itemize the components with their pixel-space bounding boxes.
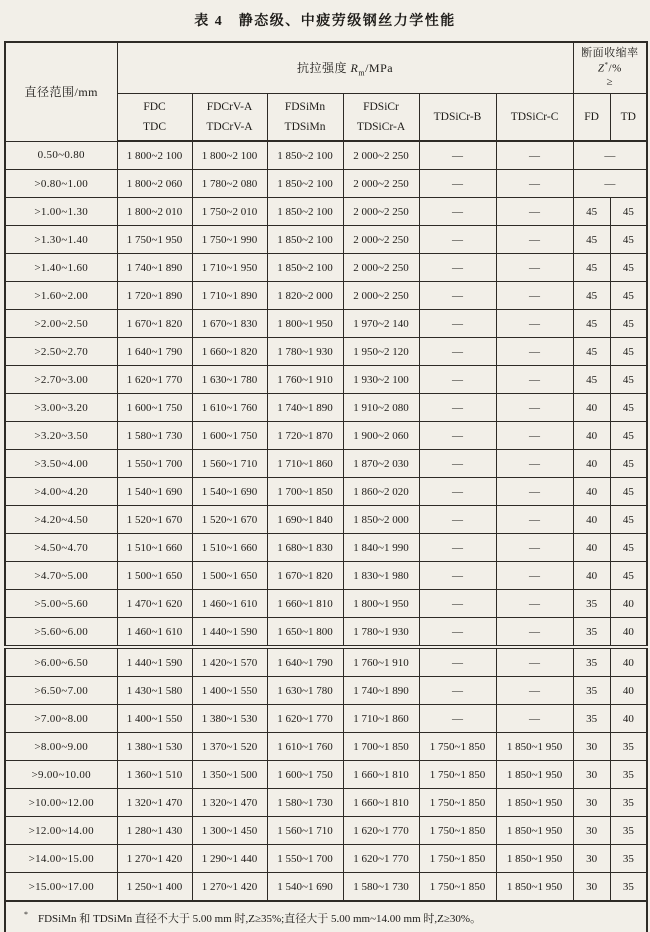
tensile-value-cell: — — [419, 647, 496, 677]
table-row — [5, 141, 647, 170]
tensile-value-cell: 1 650~1 800 — [267, 618, 343, 648]
table-row — [5, 873, 647, 902]
tensile-value-cell: 1 760~1 910 — [267, 366, 343, 394]
subheader-fdcrv-tdcrv: FDCrV-A TDCrV-A — [192, 94, 267, 142]
tensile-value-cell: 1 350~1 500 — [192, 761, 267, 789]
diameter-range-cell: >5.00~5.60 — [5, 590, 117, 618]
tensile-value-cell: 1 800~1 950 — [343, 590, 419, 618]
tensile-value-cell: — — [496, 534, 573, 562]
reduction-td-cell: 45 — [610, 478, 647, 506]
diameter-range-cell: >0.80~1.00 — [5, 170, 117, 198]
table-footnote — [5, 901, 647, 932]
tensile-value-cell: — — [496, 366, 573, 394]
diameter-range-cell: >4.70~5.00 — [5, 562, 117, 590]
reduction-td-cell: 45 — [610, 282, 647, 310]
subheader-fd: FD — [573, 94, 610, 142]
table-row — [5, 590, 647, 618]
tensile-value-cell: — — [419, 226, 496, 254]
tensile-value-cell: 1 630~1 780 — [192, 366, 267, 394]
tensile-value-cell: — — [496, 590, 573, 618]
tensile-value-cell: 1 750~1 850 — [419, 789, 496, 817]
tensile-value-cell: 1 850~1 950 — [496, 845, 573, 873]
tensile-value-cell: 1 710~1 950 — [192, 254, 267, 282]
reduction-td-cell: 45 — [610, 422, 647, 450]
diameter-range-cell: >6.00~6.50 — [5, 647, 117, 677]
reduction-unit: /% — [608, 62, 622, 75]
tensile-value-cell: — — [419, 677, 496, 705]
tensile-value-cell: — — [496, 618, 573, 648]
reduction-fd-cell: 30 — [573, 789, 610, 817]
tensile-value-cell: 1 520~1 670 — [192, 506, 267, 534]
tensile-value-cell: 1 750~1 850 — [419, 845, 496, 873]
reduction-gte-sign: ≥ — [606, 76, 614, 89]
reduction-fd-cell: 30 — [573, 733, 610, 761]
tensile-value-cell: — — [496, 422, 573, 450]
subheader-td: TD — [610, 94, 647, 142]
tensile-value-cell: 1 800~2 100 — [117, 141, 192, 170]
tensile-value-cell: 1 550~1 700 — [117, 450, 192, 478]
tensile-value-cell: 1 800~2 100 — [192, 141, 267, 170]
tensile-value-cell: 1 520~1 670 — [117, 506, 192, 534]
tensile-value-cell: 1 440~1 590 — [192, 618, 267, 648]
tensile-value-cell: — — [419, 282, 496, 310]
diameter-range-cell: >12.00~14.00 — [5, 817, 117, 845]
tensile-value-cell: 1 750~1 990 — [192, 226, 267, 254]
tensile-value-cell: 1 690~1 840 — [267, 506, 343, 534]
tensile-value-cell: 2 000~2 250 — [343, 226, 419, 254]
tensile-value-cell: 1 400~1 550 — [117, 705, 192, 733]
reduction-fd-cell: 30 — [573, 817, 610, 845]
tensile-value-cell: 1 780~2 080 — [192, 170, 267, 198]
footnote-text: FDSiMn 和 TDSiMn 直径不大于 5.00 mm 时,Z≥35%;直径大于 5.00 mm~14.00 mm 时,Z≥30%。 — [38, 912, 482, 925]
tensile-value-cell: 1 610~1 760 — [267, 733, 343, 761]
tensile-value-cell: 1 660~1 820 — [192, 338, 267, 366]
reduction-td-cell: 40 — [610, 590, 647, 618]
reduction-td-cell: 35 — [610, 817, 647, 845]
reduction-td-cell: 45 — [610, 254, 647, 282]
tensile-value-cell: 1 540~1 690 — [192, 478, 267, 506]
table-row — [5, 506, 647, 534]
tensile-value-cell: 1 840~1 990 — [343, 534, 419, 562]
tensile-value-cell: 1 500~1 650 — [117, 562, 192, 590]
tensile-value-cell: 1 700~1 850 — [267, 478, 343, 506]
reduction-td-cell: 45 — [610, 226, 647, 254]
table-row — [5, 198, 647, 226]
header-row-top — [5, 42, 647, 94]
tensile-value-cell: 1 320~1 470 — [117, 789, 192, 817]
tensile-value-cell: 1 630~1 780 — [267, 677, 343, 705]
tensile-value-cell: 1 780~1 930 — [343, 618, 419, 648]
tensile-value-cell: — — [496, 506, 573, 534]
reduction-title: 断面收缩率 — [581, 47, 639, 60]
reduction-merged-cell: — — [573, 141, 647, 170]
properties-table — [4, 41, 648, 932]
tensile-value-cell: — — [496, 677, 573, 705]
reduction-td-cell: 40 — [610, 647, 647, 677]
tensile-value-cell: — — [496, 338, 573, 366]
tensile-value-cell: — — [419, 562, 496, 590]
tensile-value-cell: 1 850~2 100 — [267, 141, 343, 170]
table-body — [5, 141, 647, 901]
tensile-value-cell: 1 750~1 950 — [117, 226, 192, 254]
subheader-tdsicr-b: TDSiCr-B — [419, 94, 496, 142]
tensile-value-cell: — — [419, 618, 496, 648]
reduction-td-cell: 40 — [610, 705, 647, 733]
diameter-range-cell: >1.40~1.60 — [5, 254, 117, 282]
tensile-value-cell: 1 740~1 890 — [343, 677, 419, 705]
reduction-fd-cell: 40 — [573, 478, 610, 506]
reduction-td-cell: 40 — [610, 618, 647, 648]
tensile-value-cell: 1 250~1 400 — [117, 873, 192, 902]
table-title: 表 4 静态级、中疲劳级钢丝力学性能 — [194, 14, 456, 29]
diameter-range-cell: >10.00~12.00 — [5, 789, 117, 817]
tensile-label-post: /MPa — [365, 60, 394, 75]
tensile-value-cell: 1 850~2 100 — [267, 254, 343, 282]
tensile-value-cell: 1 660~1 810 — [343, 761, 419, 789]
tensile-value-cell: 1 440~1 590 — [117, 647, 192, 677]
tensile-value-cell: 1 610~1 760 — [192, 394, 267, 422]
tensile-value-cell: — — [496, 705, 573, 733]
reduction-fd-cell: 40 — [573, 534, 610, 562]
reduction-merged-cell: — — [573, 170, 647, 198]
tensile-value-cell: 1 850~2 100 — [267, 226, 343, 254]
diameter-range-cell: >4.20~4.50 — [5, 506, 117, 534]
tensile-value-cell: — — [496, 141, 573, 170]
tensile-value-cell: 1 850~1 950 — [496, 733, 573, 761]
tensile-value-cell: — — [419, 590, 496, 618]
tensile-value-cell: 1 750~1 850 — [419, 733, 496, 761]
diameter-range-cell: >2.50~2.70 — [5, 338, 117, 366]
tensile-value-cell: 1 750~1 850 — [419, 761, 496, 789]
tensile-value-cell: — — [419, 254, 496, 282]
table-row — [5, 394, 647, 422]
diameter-range-cell: >4.00~4.20 — [5, 478, 117, 506]
tensile-symbol: R — [350, 60, 359, 75]
tensile-value-cell: 1 620~1 770 — [117, 366, 192, 394]
tensile-value-cell: 1 820~2 000 — [267, 282, 343, 310]
tensile-value-cell: 1 270~1 420 — [192, 873, 267, 902]
reduction-symbol-line — [574, 61, 647, 76]
tensile-value-cell: 1 910~2 080 — [343, 394, 419, 422]
tensile-value-cell: 2 000~2 250 — [343, 254, 419, 282]
reduction-fd-cell: 35 — [573, 677, 610, 705]
tensile-value-cell: 1 620~1 770 — [343, 845, 419, 873]
reduction-fd-cell: 35 — [573, 618, 610, 648]
diameter-range-cell: >1.00~1.30 — [5, 198, 117, 226]
tensile-label-pre: 抗拉强度 — [296, 60, 351, 75]
reduction-fd-cell: 40 — [573, 506, 610, 534]
diameter-range-cell: >4.50~4.70 — [5, 534, 117, 562]
tensile-value-cell: 1 460~1 610 — [192, 590, 267, 618]
tensile-value-cell: 1 560~1 710 — [267, 817, 343, 845]
tensile-value-cell: — — [419, 170, 496, 198]
table-row — [5, 618, 647, 648]
tensile-value-cell: 1 850~2 100 — [267, 198, 343, 226]
tensile-value-cell: 1 850~1 950 — [496, 789, 573, 817]
reduction-td-cell: 45 — [610, 338, 647, 366]
table-row — [5, 705, 647, 733]
tensile-value-cell: 1 600~1 750 — [192, 422, 267, 450]
tensile-value-cell: — — [419, 705, 496, 733]
tensile-value-cell: — — [419, 338, 496, 366]
tensile-value-cell: 1 580~1 730 — [117, 422, 192, 450]
reduction-fd-cell: 45 — [573, 366, 610, 394]
tensile-value-cell: 1 660~1 810 — [343, 789, 419, 817]
reduction-td-cell: 45 — [610, 506, 647, 534]
reduction-td-cell: 40 — [610, 677, 647, 705]
tensile-value-cell: — — [419, 198, 496, 226]
tensile-value-cell: — — [496, 394, 573, 422]
tensile-value-cell: 2 000~2 250 — [343, 141, 419, 170]
tensile-value-cell: 1 320~1 470 — [192, 789, 267, 817]
reduction-fd-cell: 45 — [573, 310, 610, 338]
diameter-range-cell: >7.00~8.00 — [5, 705, 117, 733]
tensile-value-cell: 1 680~1 830 — [267, 534, 343, 562]
tensile-value-cell: 1 540~1 690 — [267, 873, 343, 902]
tensile-value-cell: 1 460~1 610 — [117, 618, 192, 648]
diameter-range-cell: >2.70~3.00 — [5, 366, 117, 394]
tensile-value-cell: 1 780~1 930 — [267, 338, 343, 366]
tensile-value-cell: 1 750~1 850 — [419, 817, 496, 845]
reduction-fd-cell: 40 — [573, 394, 610, 422]
diameter-range-cell: >1.60~2.00 — [5, 282, 117, 310]
reduction-td-cell: 45 — [610, 394, 647, 422]
tensile-value-cell: 1 870~2 030 — [343, 450, 419, 478]
diameter-range-cell: >6.50~7.00 — [5, 677, 117, 705]
tensile-value-cell: — — [419, 366, 496, 394]
tensile-value-cell: 1 720~1 870 — [267, 422, 343, 450]
table-row — [5, 366, 647, 394]
tensile-value-cell: 1 510~1 660 — [117, 534, 192, 562]
tensile-value-cell: — — [496, 170, 573, 198]
table-row — [5, 845, 647, 873]
tensile-value-cell: 1 720~1 890 — [117, 282, 192, 310]
tensile-value-cell: 1 850~2 000 — [343, 506, 419, 534]
tensile-value-cell: — — [419, 478, 496, 506]
reduction-fd-cell: 30 — [573, 845, 610, 873]
tensile-value-cell: 1 710~1 860 — [343, 705, 419, 733]
tensile-value-cell: 1 290~1 440 — [192, 845, 267, 873]
tensile-value-cell: — — [496, 478, 573, 506]
diameter-range-cell: >3.20~3.50 — [5, 422, 117, 450]
tensile-value-cell: 1 430~1 580 — [117, 677, 192, 705]
reduction-td-cell: 45 — [610, 198, 647, 226]
tensile-value-cell: 1 660~1 810 — [267, 590, 343, 618]
tensile-value-cell: 1 400~1 550 — [192, 677, 267, 705]
table-row — [5, 310, 647, 338]
tensile-value-cell: 1 710~1 890 — [192, 282, 267, 310]
reduction-fd-cell: 45 — [573, 198, 610, 226]
tensile-value-cell: 1 620~1 770 — [343, 817, 419, 845]
reduction-fd-cell: 45 — [573, 282, 610, 310]
table-row — [5, 226, 647, 254]
tensile-value-cell: 1 500~1 650 — [192, 562, 267, 590]
tensile-value-cell: 1 750~2 010 — [192, 198, 267, 226]
table-row — [5, 677, 647, 705]
tensile-value-cell: 1 540~1 690 — [117, 478, 192, 506]
table-row — [5, 478, 647, 506]
tensile-value-cell: 1 550~1 700 — [267, 845, 343, 873]
reduction-fd-cell: 40 — [573, 562, 610, 590]
tensile-value-cell: 1 300~1 450 — [192, 817, 267, 845]
diameter-range-cell: >5.60~6.00 — [5, 618, 117, 648]
tensile-value-cell: — — [496, 254, 573, 282]
diameter-range-cell: 0.50~0.80 — [5, 141, 117, 170]
reduction-td-cell: 35 — [610, 789, 647, 817]
reduction-fd-cell: 30 — [573, 761, 610, 789]
tensile-value-cell: 1 380~1 530 — [117, 733, 192, 761]
tensile-value-cell: — — [419, 506, 496, 534]
tensile-value-cell: 1 740~1 890 — [267, 394, 343, 422]
reduction-fd-cell: 35 — [573, 590, 610, 618]
tensile-value-cell: 1 620~1 770 — [267, 705, 343, 733]
tensile-value-cell: — — [419, 422, 496, 450]
tensile-value-cell: 1 930~2 100 — [343, 366, 419, 394]
table-row — [5, 562, 647, 590]
footnote-row — [5, 901, 647, 932]
table-row — [5, 282, 647, 310]
reduction-fd-cell: 45 — [573, 226, 610, 254]
reduction-td-cell: 45 — [610, 310, 647, 338]
diameter-range-cell: >9.00~10.00 — [5, 761, 117, 789]
reduction-fd-cell: 30 — [573, 873, 610, 902]
tensile-value-cell: 1 740~1 890 — [117, 254, 192, 282]
tensile-value-cell: — — [419, 141, 496, 170]
diameter-range-cell: >15.00~17.00 — [5, 873, 117, 902]
diameter-range-cell: >14.00~15.00 — [5, 845, 117, 873]
tensile-value-cell: 1 420~1 570 — [192, 647, 267, 677]
reduction-td-cell: 45 — [610, 562, 647, 590]
reduction-td-cell: 35 — [610, 733, 647, 761]
tensile-value-cell: 1 710~1 860 — [267, 450, 343, 478]
reduction-fd-cell: 35 — [573, 705, 610, 733]
tensile-value-cell: 1 750~1 850 — [419, 873, 496, 902]
tensile-value-cell: 1 560~1 710 — [192, 450, 267, 478]
subheader-fdc-tdc: FDC TDC — [117, 94, 192, 142]
tensile-value-cell: 1 850~1 950 — [496, 817, 573, 845]
tensile-value-cell: — — [496, 226, 573, 254]
table-row — [5, 534, 647, 562]
tensile-value-cell: — — [419, 534, 496, 562]
reduction-td-cell: 35 — [610, 845, 647, 873]
tensile-value-cell: 1 580~1 730 — [343, 873, 419, 902]
diameter-range-cell: >8.00~9.00 — [5, 733, 117, 761]
tensile-value-cell: 1 640~1 790 — [267, 647, 343, 677]
tensile-value-cell: — — [496, 647, 573, 677]
tensile-value-cell: — — [419, 450, 496, 478]
tensile-value-cell: 1 580~1 730 — [267, 789, 343, 817]
reduction-footnote-marker: * — [604, 60, 609, 69]
tensile-value-cell: 1 950~2 120 — [343, 338, 419, 366]
tensile-value-cell: 1 900~2 060 — [343, 422, 419, 450]
reduction-fd-cell: 40 — [573, 422, 610, 450]
tensile-value-cell: — — [419, 310, 496, 338]
reduction-fd-cell: 45 — [573, 338, 610, 366]
tensile-value-cell: 1 970~2 140 — [343, 310, 419, 338]
tensile-value-cell: — — [496, 562, 573, 590]
tensile-value-cell: 1 470~1 620 — [117, 590, 192, 618]
reduction-td-cell: 35 — [610, 873, 647, 902]
header-reduction-of-area — [573, 42, 647, 94]
table-row — [5, 338, 647, 366]
tensile-value-cell: 1 370~1 520 — [192, 733, 267, 761]
tensile-value-cell: 1 270~1 420 — [117, 845, 192, 873]
reduction-symbol: Z — [597, 62, 605, 75]
tensile-value-cell: 1 510~1 660 — [192, 534, 267, 562]
table-row — [5, 170, 647, 198]
reduction-fd-cell: 45 — [573, 254, 610, 282]
reduction-td-cell: 45 — [610, 450, 647, 478]
tensile-value-cell: 1 600~1 750 — [117, 394, 192, 422]
tensile-value-cell: 1 280~1 430 — [117, 817, 192, 845]
tensile-value-cell: 1 600~1 750 — [267, 761, 343, 789]
tensile-value-cell: 1 850~1 950 — [496, 761, 573, 789]
tensile-value-cell: — — [496, 310, 573, 338]
tensile-value-cell: — — [419, 394, 496, 422]
reduction-td-cell: 45 — [610, 534, 647, 562]
table-row — [5, 450, 647, 478]
tensile-value-cell: — — [496, 282, 573, 310]
footnote-marker: * — [24, 909, 28, 919]
tensile-value-cell: 1 670~1 820 — [267, 562, 343, 590]
tensile-value-cell: 1 860~2 020 — [343, 478, 419, 506]
tensile-value-cell: 1 670~1 820 — [117, 310, 192, 338]
diameter-range-cell: >3.50~4.00 — [5, 450, 117, 478]
tensile-value-cell: 1 360~1 510 — [117, 761, 192, 789]
tensile-value-cell: 1 830~1 980 — [343, 562, 419, 590]
header-tensile-strength — [117, 42, 573, 94]
table-row — [5, 254, 647, 282]
reduction-fd-cell: 40 — [573, 450, 610, 478]
tensile-value-cell: 1 760~1 910 — [343, 647, 419, 677]
reduction-fd-cell: 35 — [573, 647, 610, 677]
tensile-value-cell: 2 000~2 250 — [343, 170, 419, 198]
tensile-value-cell: 1 700~1 850 — [343, 733, 419, 761]
diameter-range-cell: >3.00~3.20 — [5, 394, 117, 422]
tensile-value-cell: 1 800~2 010 — [117, 198, 192, 226]
table-row — [5, 422, 647, 450]
tensile-value-cell: 1 380~1 530 — [192, 705, 267, 733]
tensile-value-cell: 1 850~1 950 — [496, 873, 573, 902]
reduction-td-cell: 35 — [610, 761, 647, 789]
table-row — [5, 761, 647, 789]
tensile-value-cell: 1 850~2 100 — [267, 170, 343, 198]
header-diameter-range: 直径范围/mm — [5, 42, 117, 141]
diameter-range-cell: >2.00~2.50 — [5, 310, 117, 338]
tensile-value-cell: 1 670~1 830 — [192, 310, 267, 338]
diameter-range-cell: >1.30~1.40 — [5, 226, 117, 254]
tensile-subscript: m — [358, 68, 366, 78]
table-row — [5, 789, 647, 817]
tensile-value-cell: 2 000~2 250 — [343, 198, 419, 226]
tensile-value-cell: 1 640~1 790 — [117, 338, 192, 366]
tensile-value-cell: 1 800~2 060 — [117, 170, 192, 198]
tensile-value-cell: — — [496, 198, 573, 226]
tensile-value-cell: 2 000~2 250 — [343, 282, 419, 310]
subheader-fdsicr-tdsicr-a: FDSiCr TDSiCr-A — [343, 94, 419, 142]
table-row — [5, 733, 647, 761]
table-row — [5, 817, 647, 845]
tensile-value-cell: — — [496, 450, 573, 478]
reduction-td-cell: 45 — [610, 366, 647, 394]
table-row — [5, 647, 647, 677]
tensile-value-cell: 1 800~1 950 — [267, 310, 343, 338]
subheader-tdsicr-c: TDSiCr-C — [496, 94, 573, 142]
subheader-fdsimn-tdsimn: FDSiMn TDSiMn — [267, 94, 343, 142]
